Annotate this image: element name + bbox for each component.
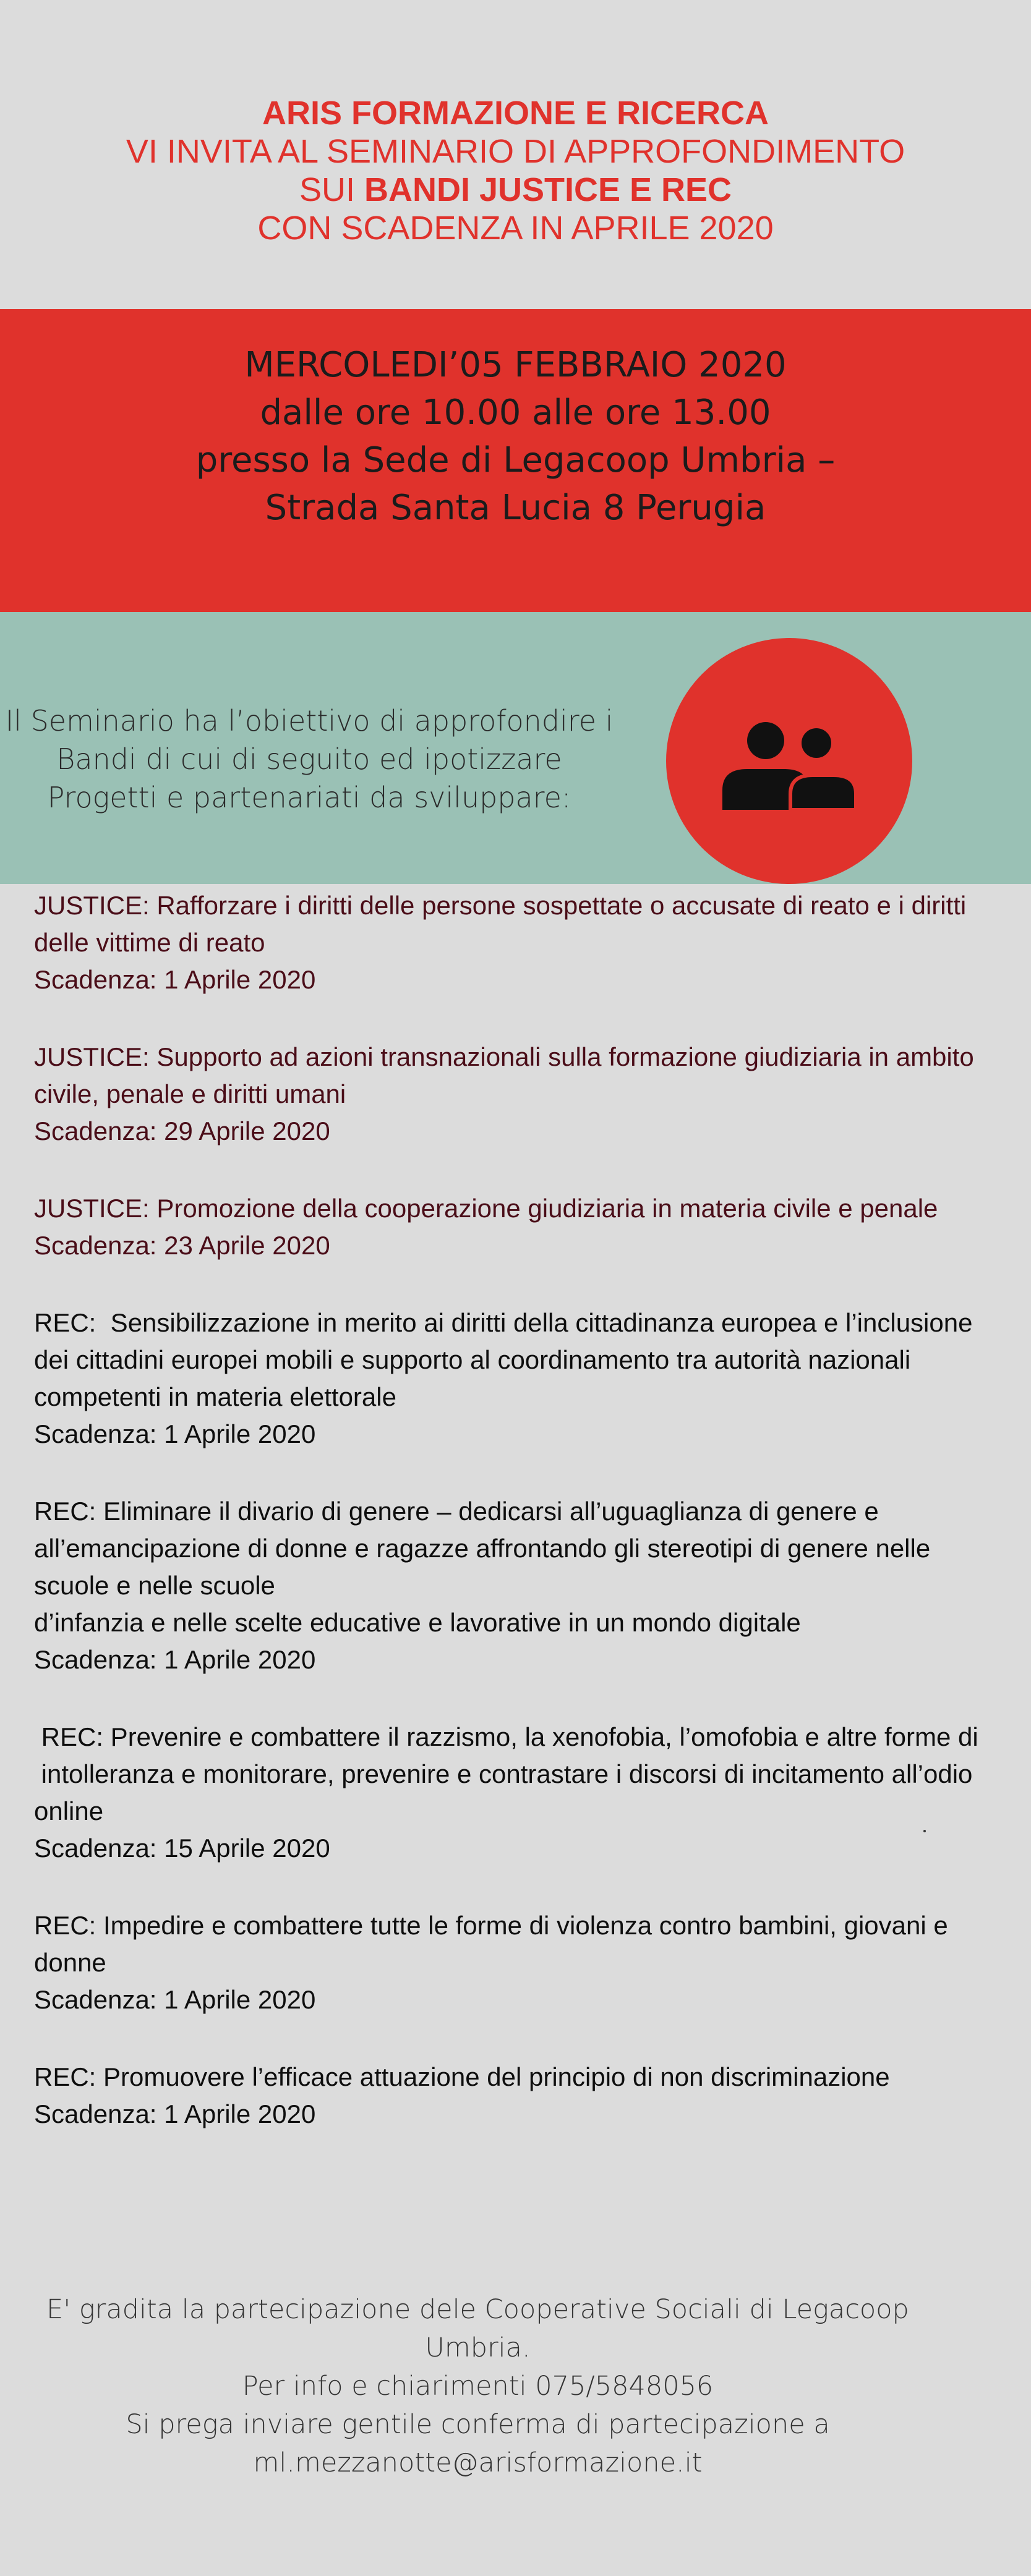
call-deadline: Scadenza: 29 Aprile 2020	[34, 1116, 330, 1146]
organization-name: ARIS FORMAZIONE E RICERCA	[262, 95, 769, 132]
call-item-justice-3	[34, 1190, 1011, 1264]
call-deadline: Scadenza: 1 Aprile 2020	[34, 965, 316, 994]
call-deadline: Scadenza: 1 Aprile 2020	[34, 1419, 316, 1448]
stray-dot	[923, 1830, 926, 1832]
call-description: REC: Prevenire e combattere il razzismo, la xenofobia, l’omofobia e altre forme di	[34, 1722, 978, 1751]
call-deadline: Scadenza: 23 Aprile 2020	[34, 1231, 330, 1260]
call-description: REC: Sensibilizzazione in merito ai diritti della cittadinanza europea e l’inclusione	[34, 1308, 973, 1337]
topic-bold: BANDI JUSTICE E REC	[364, 171, 732, 208]
call-deadline: Scadenza: 15 Aprile 2020	[34, 1834, 330, 1863]
event-address: Strada Santa Lucia 8 Perugia	[265, 488, 766, 528]
topic-line	[0, 171, 1031, 209]
intro-line: Bandi di cui di seguito ed ipotizzare	[56, 742, 562, 776]
event-place: presso la Sede di Legacoop Umbria –	[195, 440, 836, 480]
call-description: delle vittime di reato	[34, 928, 265, 957]
info-phone: Per info e chiarimenti 075/5848056	[242, 2371, 714, 2402]
call-description: donne	[34, 1948, 106, 1977]
event-date: MERCOLEDI’05 FEBBRAIO 2020	[244, 345, 787, 385]
event-time: dalle ore 10.00 alle ore 13.00	[260, 393, 771, 433]
call-item-rec-4	[34, 1907, 1011, 2018]
intro-text	[0, 702, 618, 817]
call-item-rec-3	[34, 1719, 1011, 1867]
event-details	[0, 341, 1031, 532]
contact-email: ml.mezzanotte@arisformazione.it	[253, 2447, 703, 2478]
topic-prefix: SUI	[299, 171, 364, 208]
call-description: online	[34, 1796, 104, 1826]
call-deadline: Scadenza: 1 Aprile 2020	[34, 2099, 316, 2128]
call-description: JUSTICE: Promozione della cooperazione giudiziaria in materia civile e penale	[34, 1194, 938, 1223]
people-icon	[722, 717, 856, 810]
deadline-line: CON SCADENZA IN APRILE 2020	[257, 210, 774, 247]
call-item-rec-5	[34, 2059, 1011, 2133]
invitation-title	[0, 94, 1031, 247]
call-deadline: Scadenza: 1 Aprile 2020	[34, 1645, 316, 1674]
intro-line: Il Seminario ha l’obiettivo di approfondire i	[5, 704, 614, 738]
call-item-rec-2	[34, 1493, 1011, 1678]
invitation-line: VI INVITA AL SEMINARIO DI APPROFONDIMENTO	[126, 133, 905, 170]
call-item-justice-2	[34, 1039, 1011, 1150]
call-item-justice-1	[34, 887, 1011, 998]
call-description: dei cittadini europei mobili e supporto al coordinamento tra autorità nazionali	[34, 1345, 911, 1374]
call-description: REC: Promuovere l’efficace attuazione del principio di non discriminazione	[34, 2062, 890, 2091]
call-description: intolleranza e monitorare, prevenire e contrastare i discorsi di incitamento all’odio	[34, 1759, 973, 1788]
confirmation-request: Si prega inviare gentile conferma di partecipazione a	[126, 2409, 830, 2440]
call-deadline: Scadenza: 1 Aprile 2020	[34, 1985, 316, 2014]
call-description: competenti in materia elettorale	[34, 1382, 396, 1411]
call-item-rec-1	[34, 1304, 1011, 1453]
footer-contacts	[0, 2290, 956, 2482]
header-section	[0, 0, 1031, 309]
participation-note: E' gradita la partecipazione dele Cooperative Sociali di Legacoop Umbria.	[46, 2294, 909, 2363]
call-description: scuole e nelle scuole	[34, 1571, 275, 1600]
call-description: REC: Eliminare il divario di genere – dedicarsi all’uguaglianza di genere e	[34, 1497, 879, 1526]
call-description: JUSTICE: Supporto ad azioni transnazionali sulla formazione giudiziaria in ambito	[34, 1042, 974, 1071]
calls-list	[34, 887, 1011, 2173]
call-description: all’emancipazione di donne e ragazze affrontando gli stereotipi di genere nelle	[34, 1534, 931, 1563]
intro-line: Progetti e partenariati da sviluppare:	[47, 781, 571, 814]
call-description: d’infanzia e nelle scelte educative e lavorative in un mondo digitale	[34, 1608, 801, 1637]
call-description: REC: Impedire e combattere tutte le forme di violenza contro bambini, giovani e	[34, 1911, 948, 1940]
call-description: JUSTICE: Rafforzare i diritti delle persone sospettate o accusate di reato e i diritti	[34, 891, 967, 920]
call-description: civile, penale e diritti umani	[34, 1079, 346, 1108]
